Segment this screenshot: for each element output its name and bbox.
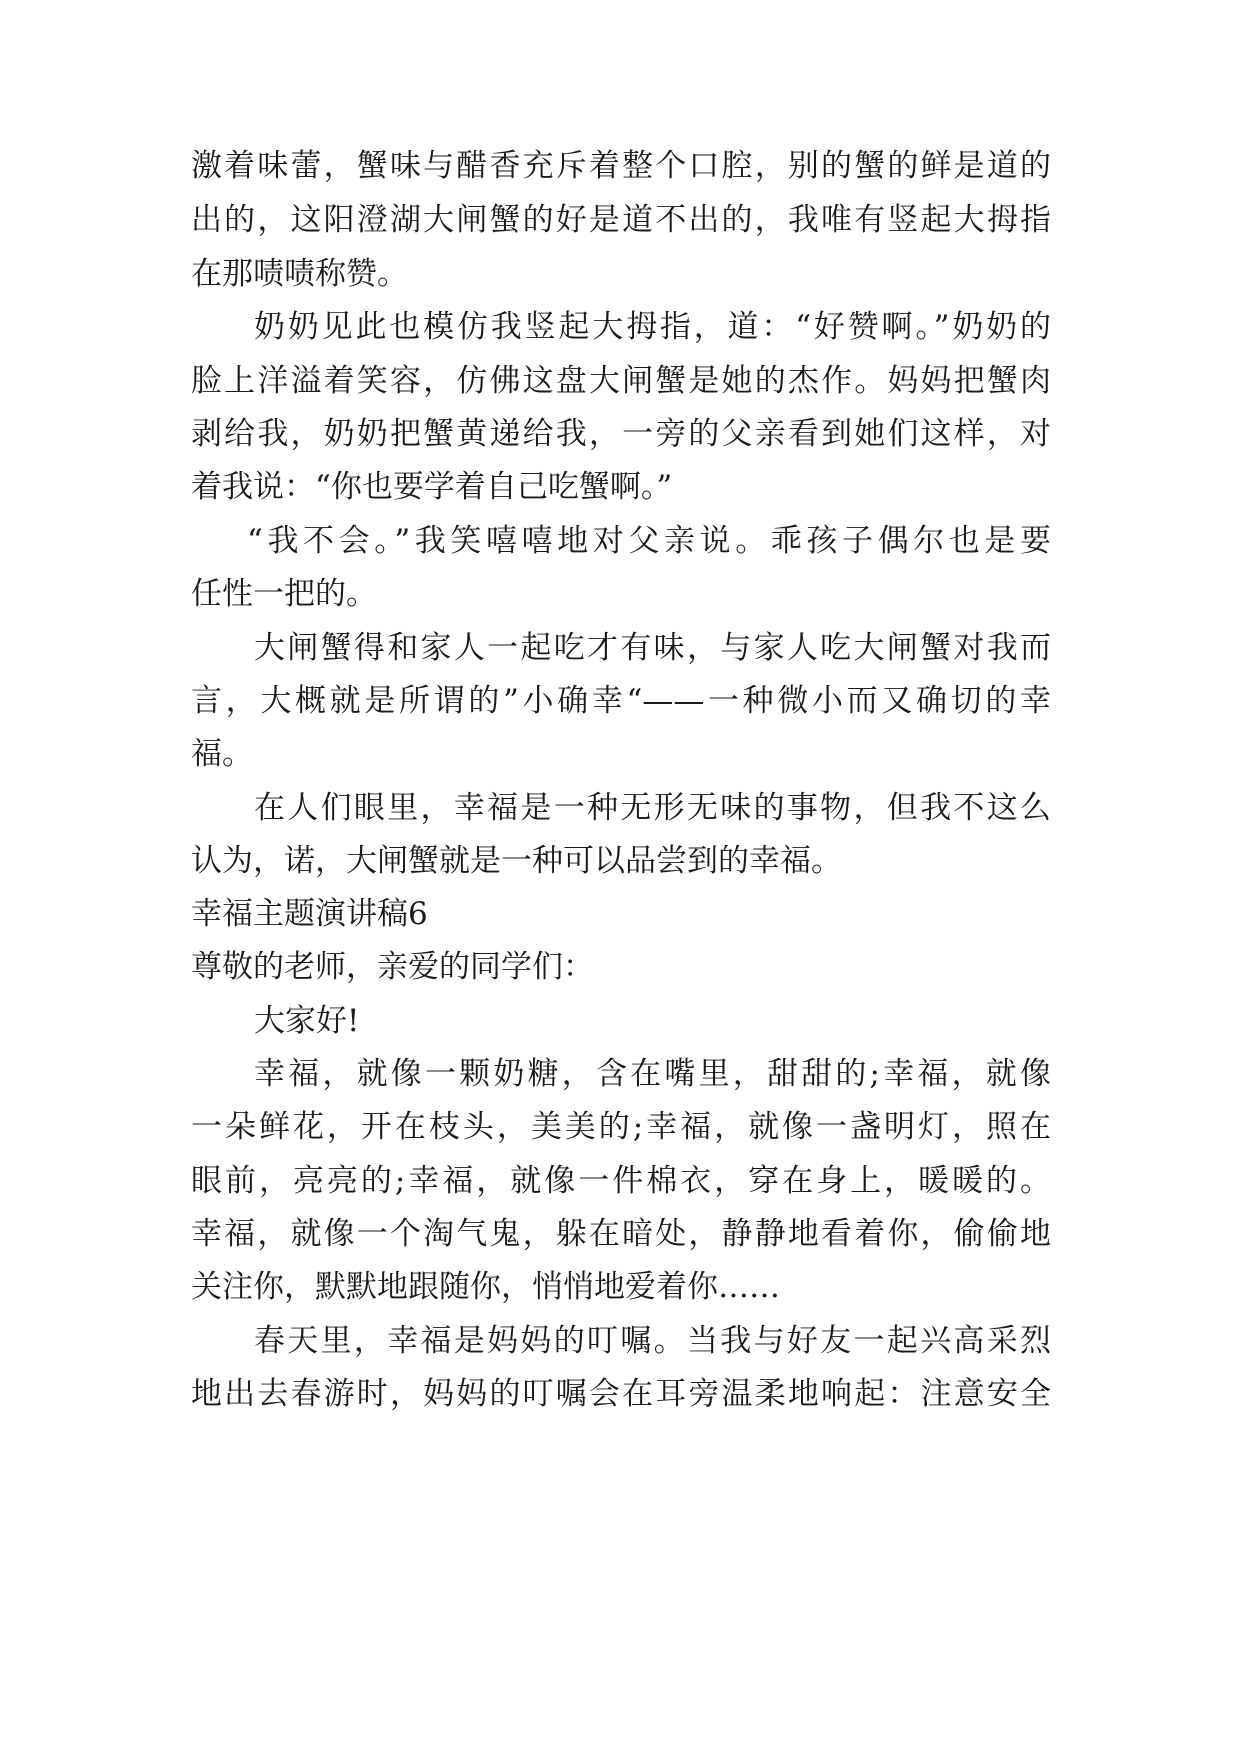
paragraph-first-line: 在人们眼里，幸福是一种无形无味的事物，但我不这么 <box>254 790 1051 826</box>
salutation: 尊敬的老师，亲爱的同学们： <box>191 949 594 985</box>
paragraph-first-line: “我不会。”我笑嘻嘻地对父亲说。乖孩子偶尔也是要 <box>247 523 1051 559</box>
text-line: 言，大概就是所谓的”小确幸“——一种微小而又确切的幸 <box>191 683 1051 719</box>
text-line: 脸上洋溢着笑容，仿佛这盘大闸蟹是她的杰作。妈妈把蟹肉 <box>191 363 1051 399</box>
text-line: 在那啧啧称赞。 <box>191 256 408 292</box>
paragraph-first-line: 春天里，幸福是妈妈的叮嘱。当我与好友一起兴高采烈 <box>254 1323 1051 1359</box>
paragraph-first-line: 大闸蟹得和家人一起吃才有味，与家人吃大闸蟹对我而 <box>254 630 1051 666</box>
text-line: 着我说：“你也要学着自己吃蟹啊。” <box>191 469 673 505</box>
greeting: 大家好! <box>254 1003 360 1039</box>
text-line: 一朵鲜花，开在枝头，美美的;幸福，就像一盏明灯，照在 <box>191 1109 1051 1145</box>
text-line: 关注你，默默地跟随你，悄悄地爱着你…… <box>191 1269 780 1305</box>
text-line: 福。 <box>191 736 253 772</box>
text-line: 出的，这阳澄湖大闸蟹的好是道不出的，我唯有竖起大拇指 <box>191 202 1051 238</box>
text-line: 认为，诺，大闸蟹就是一种可以品尝到的幸福。 <box>191 843 842 879</box>
text-line: 幸福，就像一个淘气鬼，躲在暗处，静静地看着你，偷偷地 <box>191 1216 1051 1252</box>
paragraph-first-line: 幸福，就像一颗奶糖，含在嘴里，甜甜的;幸福，就像 <box>254 1056 1051 1092</box>
paragraph-first-line: 奶奶见此也模仿我竖起大拇指，道：“好赞啊。”奶奶的 <box>254 309 1051 345</box>
section-heading: 幸福主题演讲稿6 <box>191 896 428 932</box>
text-line: 剥给我，奶奶把蟹黄递给我，一旁的父亲看到她们这样，对 <box>191 416 1051 452</box>
text-line: 地出去春游时，妈妈的叮嘱会在耳旁温柔地响起：注意安全 <box>191 1376 1051 1412</box>
text-line: 任性一把的。 <box>191 576 377 612</box>
text-line: 激着味蕾，蟹味与醋香充斥着整个口腔，别的蟹的鲜是道的 <box>191 148 1051 184</box>
text-line: 眼前，亮亮的;幸福，就像一件棉衣，穿在身上，暖暖的。 <box>191 1163 1051 1199</box>
